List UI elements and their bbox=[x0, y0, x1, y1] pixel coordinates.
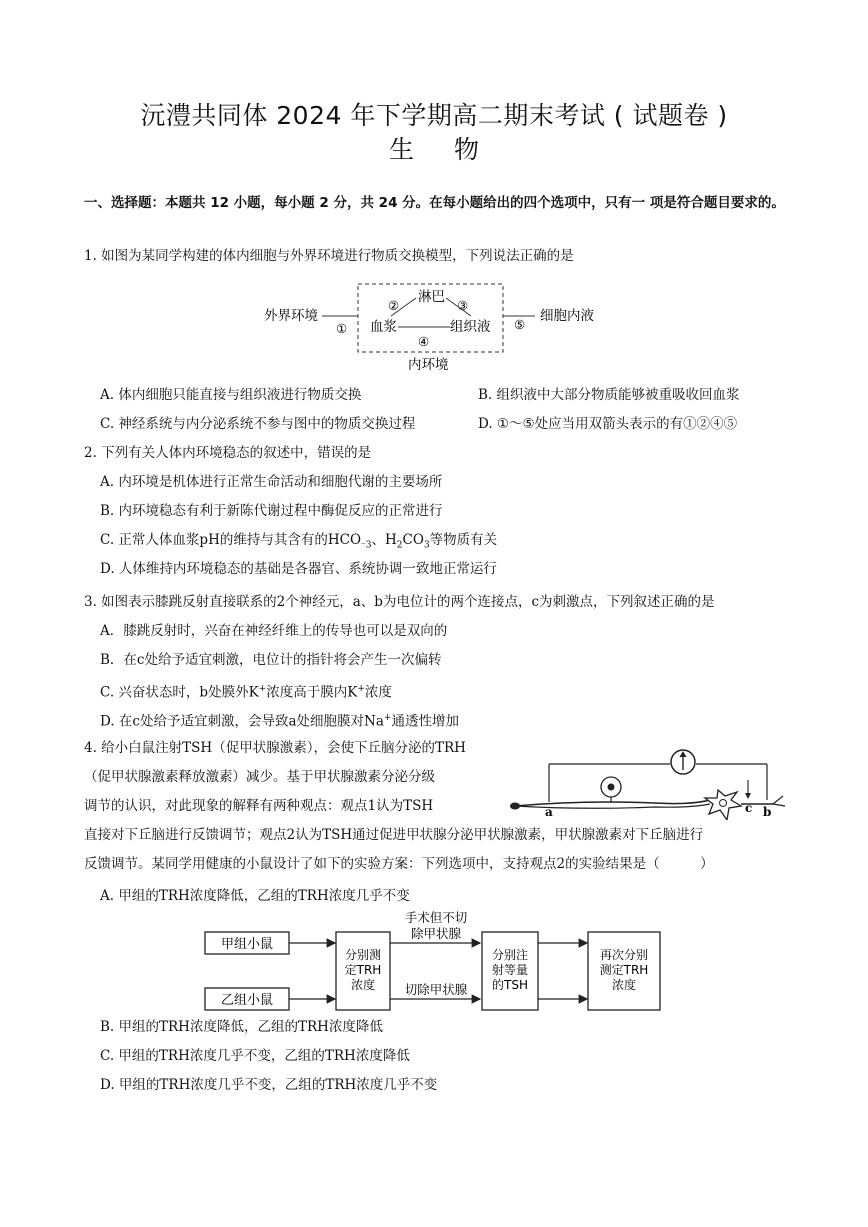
q1-stem: 1. 如图为某同学构建的体内细胞与外界环境进行物质交换模型，下列说法正确的是 bbox=[84, 248, 574, 264]
q2-option-d: D. 人体维持内环境稳态的基础是各器官、系统协调一致地正常运行 bbox=[100, 561, 497, 577]
label-outside: 外界环境 bbox=[264, 308, 318, 324]
q3-option-d: D. 在c处给予适宜刺激，会导致a处细胞膜对Na+通透性增加 bbox=[100, 713, 459, 730]
q4-option-b: B. 甲组的TRH浓度降低，乙组的TRH浓度降低 bbox=[100, 1019, 383, 1035]
q4-option-c: C. 甲组的TRH浓度几乎不变，乙组的TRH浓度降低 bbox=[100, 1048, 410, 1064]
svg-text:浓度: 浓度 bbox=[611, 978, 637, 992]
svg-text:切除甲状腺: 切除甲状腺 bbox=[404, 982, 468, 997]
svg-text:分别测: 分别测 bbox=[344, 948, 382, 962]
svg-text:的TSH: 的TSH bbox=[492, 978, 528, 992]
marker-5: ⑤ bbox=[514, 317, 526, 332]
exam-title: 沅澧共同体 2024 年下学期高二期末考试 ( 试题卷 ) bbox=[140, 101, 728, 130]
q4-line-3: 调节的认识，对此现象的解释有两种观点：观点1认为TSH bbox=[84, 798, 434, 814]
svg-text:浓度: 浓度 bbox=[350, 978, 376, 992]
q1-option-c: C. 神经系统与内分泌系统不参与图中的物质交换过程 bbox=[100, 416, 416, 432]
svg-text:手术但不切: 手术但不切 bbox=[404, 910, 468, 925]
marker-4: ④ bbox=[418, 334, 430, 349]
svg-text:再次分别: 再次分别 bbox=[599, 948, 649, 962]
marker-1: ① bbox=[336, 321, 348, 336]
q2-option-c: C. 正常人体血浆pH的维持与其含有的$HCO_{^-3}$、$H_2CO_3$等物质有关 bbox=[100, 532, 498, 551]
marker-2: ② bbox=[388, 298, 400, 313]
label-cell: 细胞内液 bbox=[540, 308, 594, 324]
q4-line-4: 直接对下丘脑进行反馈调节；观点2认为TSH通过促进甲状腺分泌甲状腺激素，甲状腺激素对下丘脑进行 bbox=[84, 827, 704, 843]
label-plasma: 血浆 bbox=[370, 319, 397, 335]
q4-flowchart bbox=[195, 910, 665, 1015]
svg-text:定TRH: 定TRH bbox=[344, 963, 382, 977]
group-a-label: 甲组小鼠 bbox=[220, 937, 274, 952]
q3-option-a: A．膝跳反射时，兴奋在神经纤维上的传导也可以是双向的 bbox=[100, 623, 448, 639]
svg-text:分别注: 分别注 bbox=[491, 948, 529, 962]
q1-option-a: A. 体内细胞只能直接与组织液进行物质交换 bbox=[100, 387, 362, 403]
q1-diagram bbox=[250, 280, 620, 375]
svg-text:除甲状腺: 除甲状腺 bbox=[410, 926, 462, 941]
q4-line-5: 反馈调节。某同学用健康的小鼠设计了如下的实验方案：下列选项中，支持观点2的实验结果是（ ） bbox=[84, 856, 714, 872]
q2-stem: 2. 下列有关人体内环境稳态的叙述中，错误的是 bbox=[84, 445, 372, 461]
svg-text:射等量: 射等量 bbox=[491, 963, 529, 977]
q1-option-b: B. 组织液中大部分物质能够被重吸收回血浆 bbox=[478, 387, 740, 403]
section-text: 一、选择题：本题共 12 小题，每小题 2 分，共 24 分。在每小题给出的四个选项中，只有一 项是符合题目要求的。 bbox=[84, 195, 785, 211]
marker-3: ③ bbox=[457, 298, 469, 313]
group-b-label: 乙组小鼠 bbox=[220, 993, 274, 1008]
label-lymph: 淋巴 bbox=[418, 289, 445, 305]
label-b: b bbox=[763, 805, 772, 819]
subject-title: 生物 bbox=[388, 135, 519, 164]
q4-line-1: 4. 给小白鼠注射TSH（促甲状腺激素），会使下丘脑分泌的TRH bbox=[84, 740, 466, 756]
label-a: a bbox=[545, 805, 553, 819]
q2-option-b: B. 内环境稳态有利于新陈代谢过程中酶促反应的正常进行 bbox=[100, 503, 443, 519]
label-inner: 内环境 bbox=[408, 357, 449, 373]
q4-option-a: A. 甲组的TRH浓度降低，乙组的TRH浓度几乎不变 bbox=[100, 888, 410, 904]
q3-option-b: B．在c处给予适宜刺激，电位计的指针将会产生一次偏转 bbox=[100, 652, 442, 668]
q3-option-c: C. 兴奋状态时，b处膜外K+浓度高于膜内K+浓度 bbox=[100, 684, 392, 701]
section-heading bbox=[84, 190, 794, 217]
q4-option-d: D. 甲组的TRH浓度几乎不变，乙组的TRH浓度几乎不变 bbox=[100, 1077, 438, 1093]
svg-text:测定TRH: 测定TRH bbox=[599, 963, 649, 977]
q3-stem: 3. 如图表示膝跳反射直接联系的2个神经元，a、b为电位计的两个连接点，c为刺激点，下列叙述正确的是 bbox=[84, 594, 715, 610]
q3-neuron-diagram bbox=[505, 740, 790, 820]
label-c: c bbox=[745, 801, 753, 815]
label-tissue: 组织液 bbox=[450, 319, 491, 335]
q1-option-d: D. ①～⑤处应当用双箭头表示的有①②④⑤ bbox=[478, 416, 738, 432]
q2-option-a: A. 内环境是机体进行正常生命活动和细胞代谢的主要场所 bbox=[100, 474, 443, 490]
q4-line-2: （促甲状腺激素释放激素）减少。基于甲状腺激素分泌分级 bbox=[84, 769, 435, 785]
